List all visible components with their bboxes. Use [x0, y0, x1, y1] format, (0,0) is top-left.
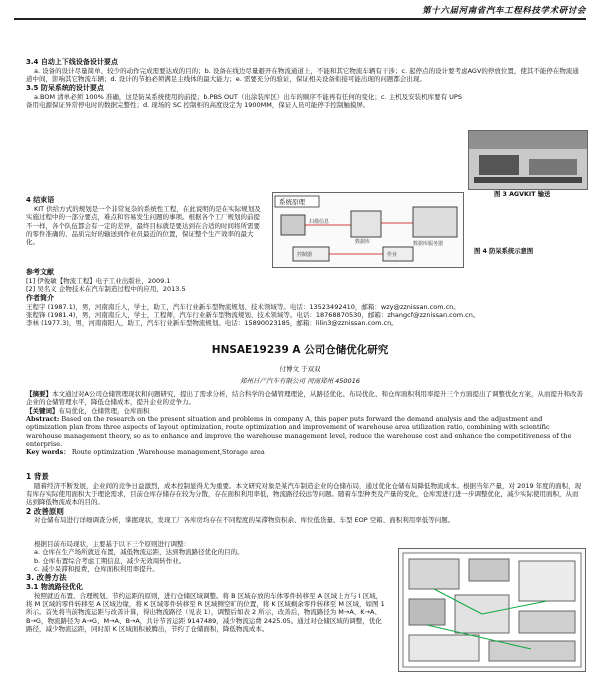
article-authors: 付博文 于双双 [279, 365, 321, 373]
running-header [14, 6, 586, 20]
principle-a: a. 仓库在生产场所就近布置，减低物流运距，达到物流路径优化的目的。 [34, 548, 244, 557]
section-2-3-left-column [26, 540, 386, 633]
figure-3-photo [468, 130, 588, 190]
section-3-1-title: 3.1 物流路径优化 [26, 582, 83, 591]
section-4 [26, 196, 264, 247]
diagram-label-db: 数据库 [355, 239, 371, 245]
diagram-label-work: 作业 [387, 252, 398, 258]
reference-2: [2] 吴名义 企物技术在汽车制造过程中的应用，2013.5 [26, 285, 186, 294]
section-3-title: 3. 改善方法 [26, 573, 67, 583]
references-and-bios [26, 268, 584, 327]
warehouse-layout-diagram [399, 549, 585, 671]
figure-4-caption: 图 4 防呆系统示意图 [474, 248, 534, 255]
section-1 [26, 472, 584, 524]
principle-b: b. 仓库布置综合考虑工期信息，减少无效周转作业。 [34, 556, 186, 565]
section-3-5-text: a.BOM 清单必须 100% 准确，这是防呆系统使用的前提；b.PBS OUT（出涂装库区）出车的顺序不能再有任何的变化；c. 主机及安装机库要有 UPS 备用电源保证异常停电时的数据完整性；d. 现场的 SC 控制柜的高度设定为 1900MM，保证人员可能停手控制触摸屏。 [26, 92, 462, 109]
section-1-text: 随着经济不断发展，企业间的竞争日益激烈，成本控制显得尤为重要。本文研究对象是某汽车制造企业的仓储布局，通过优化仓储布局降低物流成本。根据当年产量，对 2019 年度的面积，现有库存实际使用面积大于理论需求，目前仓库存储存在较为分散，存在面积利用率低，物流路径较远等问题。随着车型种类及产量的变化，仓库需进行进一步调整优化，减少实际使用面积，从而达到降低物流成本的目的。 [26, 481, 582, 507]
section-4-text: KIT 供给方式的规划是一个非常复杂的系统性工程，在此说明的是在实际规划及实施过程中的一部分要点，难点和容易发生问题的事项。根据各个工厂规划的前提不一样，各个队伍都会有一定的差异，最终目标就是要达到在合适的时间将所需要的零件准确的、品质完好的输送到作业员最近的位置，保证整个生产效率的最大化。 [26, 204, 261, 247]
error-proof-diagram [273, 193, 463, 267]
figure-3-caption: 图 3 AGVKIT 输送 [494, 191, 551, 198]
article-title: HNSAE19239 A 公司仓储优化研究 [211, 344, 389, 356]
abstract-en-text: Based on the research on the present situation and problems in company A, this paper puts forward the demand analysis and the adjustment and optimization plan from three aspects of layout optimization, route optimization and improvement of warehouse area utilization ratio, combining with scientific warehouse management theory, so as to enhance and improve the warehouse management level, reduce the warehouse cost and enhance the competitiveness of the enterprise. [26, 414, 572, 448]
keywords-en-label: Key words： [26, 448, 70, 457]
agv-photo-illustration [469, 131, 587, 189]
abstract-cn-label: 【摘要】 [26, 390, 52, 398]
section-2-title: 2 改善原则 [26, 506, 64, 516]
keywords-cn-text: 布局优化，仓储管理，仓库面积 [58, 406, 150, 415]
author-bio-1: 王程宇 (1987.1)，男，河南南丘人，学士，助工，汽车行业新车型物流规划、技术领域等。电话：13523492410，邮箱：wzy@zznissan.com.cn。 [26, 302, 460, 311]
section-1-title: 1 背景 [26, 472, 49, 481]
section-3-1-text: 按照就近布置、合理规划、节约运距的原则，进行仓储区域调整。将 B 区域存放的车体零件转移至 A 区域上方与 I 区域，将 M 区域的零件转移至 A 区域边缘，将 K 区域零件转移至 R 区域侧空旷的位置，将 K 区域剩余零件转移至 M 区域，如图 1 所示。首先将当前物流运距与改善计算，得出物流路径（见表 1），调整后如表 2 所示，改善后，物流路径为 M→A、K→A、B→G，物流路径为 A→G、M→A、B→A，共计节省运距 9147489，减少物流运费 2425.05。通过对仓储区域的调整，优化路径，减少物流运距，同时原 K 区域面积被腾出，节约了仓储面积，降低物流成本。 [26, 591, 385, 634]
abstract-cn [26, 390, 584, 407]
article-affiliation: 郑州日产汽车有限公司 河南郑州 450016 [240, 377, 360, 385]
keywords-en-text: Route optimization ,Warehouse management,Storage area [71, 448, 265, 457]
principle-c: c. 减少呆滞和报费，仓库面积利用率提升。 [34, 564, 159, 573]
section-4-title: 4 结束语 [26, 196, 55, 204]
reference-1: [1] 伊俊敏【物流工程】电子工业出版社，2009.1 [26, 276, 171, 285]
warehouse-layout-figure [398, 548, 586, 672]
section-2-text-1: 对仓储布局进行详细调查分析，掌握现状，发现工厂各库房均存在不同程度的呆滞物资积余、库位低货量、车型 EOP 空箱、面积利用率低等问题。 [34, 516, 455, 525]
keywords-en [26, 448, 584, 456]
figure-4-diagram [272, 192, 464, 268]
abstract-en-label: Abstract: [26, 414, 60, 423]
section-3-4-text: a. 设备的设计尽量简单、较少的动作完成需要达成的目的；b. 设备在线边尽量避开在物流通道上，不能和其它物流车辆有干涉；c. 起停点的设计要考虑AGV的停放位置，使其不能停在物流通道中间，影响其它物流车辆；d. 设计的节拍必须满足主线体的最大能力；e. 需要充分的验证，保证相关设备衔接可能出现的问题都会出现。 [26, 66, 579, 84]
abstract-block [26, 390, 584, 457]
section-3-5-title: 3.5 防呆系统的设计要点 [26, 83, 104, 92]
abstract-cn-text: 本文通过对A公司仓储管理现状和问题研究，提出了需求分析，结合科学的仓储管理理论，从路径优化、布局优化、和仓库面积利用率提升三个方面提出了调整优化方案，从而提升和改善企业的仓储管理水平，降低仓储成本，提升企业的竞争力。 [26, 390, 583, 407]
diagram-label-principle: 系统原理 [279, 198, 305, 206]
keywords-cn [26, 407, 584, 415]
section-3-4-title: 3.4 自动上下线设备设计要点 [26, 58, 118, 66]
diagram-label-scan: 扫描信息 [309, 219, 330, 225]
diagram-label-server: 数据库服务器 [413, 241, 444, 247]
diagram-label-controller: 控制器 [297, 252, 313, 258]
references-title: 参考文献 [26, 268, 54, 276]
abstract-en [26, 415, 584, 448]
section-2-text-2: 根据目前布局现状，主要基于以下三个原则进行调整： [34, 540, 190, 548]
conference-title: 第十六届河南省汽车工程科技学术研讨会 [422, 6, 586, 16]
sections-3-4-3-5 [26, 58, 584, 109]
keywords-cn-label: 【关键词】 [26, 406, 59, 415]
author-bio-2: 张程锋 (1981.4)，男，河南南丘人，学士，工程师，汽车行业新车型物流规划、技术领域等。电话：18768870530，邮箱：zhangcf@zznissan.com.cn。 [26, 310, 480, 319]
bio-title: 作者简介 [26, 293, 54, 302]
author-bio-3: 李林 (1977.3)，男，河南南阳人，助工，汽车行业新车型物流规划。电话：15890023185，邮箱：lilin3@zznissan.com.cn。 [26, 319, 398, 328]
